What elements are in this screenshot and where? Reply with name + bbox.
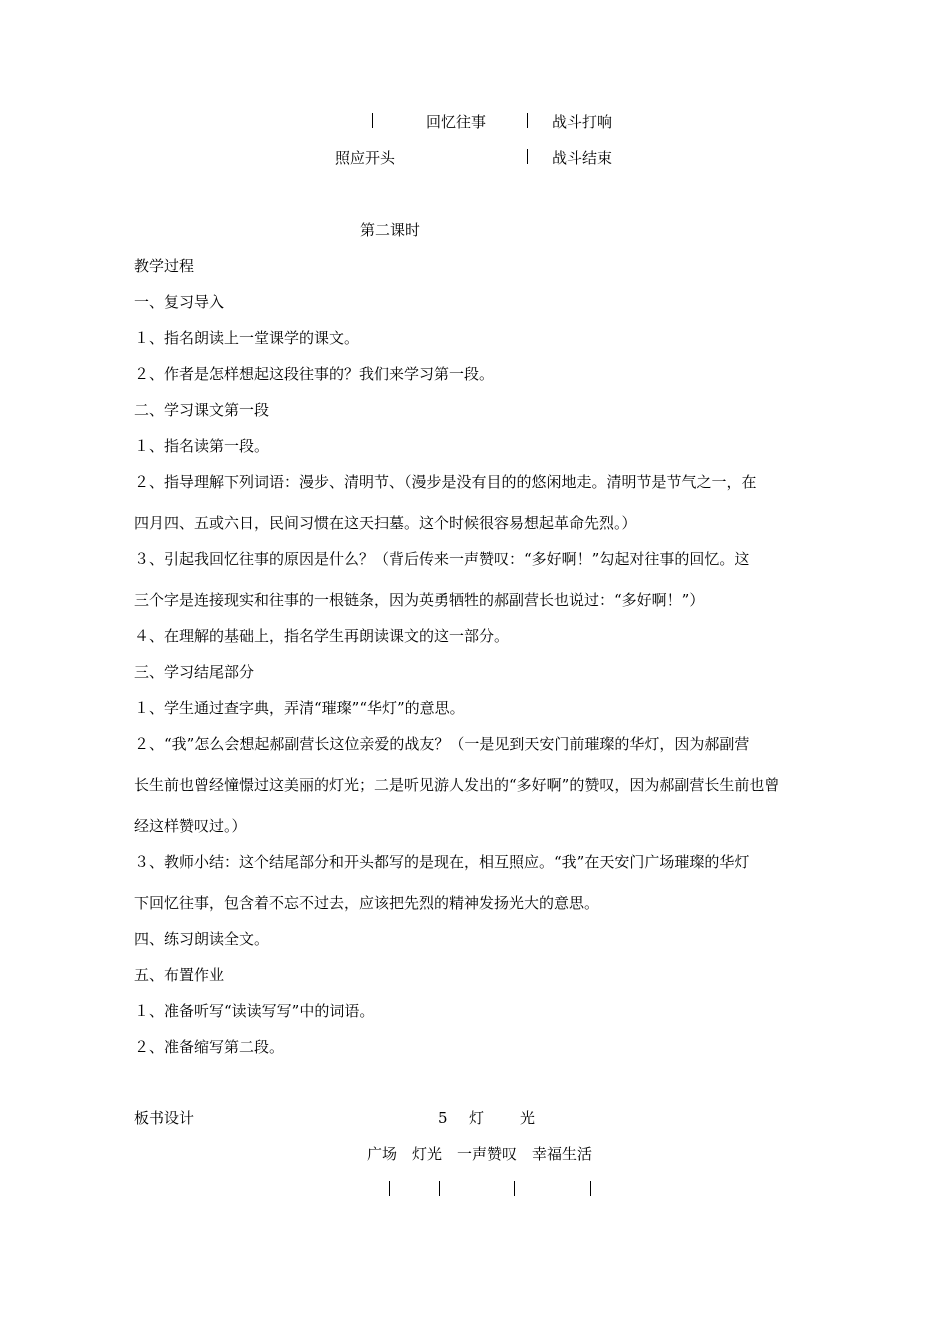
board-lesson-number: 5 <box>438 1109 448 1127</box>
paragraph-line: 下回忆往事，包含着不忘不过去，应该把先烈的精神发扬光大的意思。 <box>134 894 600 912</box>
diagram-bar-2 <box>527 113 528 128</box>
list-item: １、指名读第一段。 <box>134 437 270 455</box>
list-item: １、学生通过查字典，弄清“璀璨”“华灯”的意思。 <box>134 699 465 717</box>
list-item: ４、在理解的基础上，指名学生再朗读课文的这一部分。 <box>134 627 510 645</box>
board-bar <box>389 1181 390 1196</box>
diagram-bar-1 <box>372 113 373 128</box>
section-heading: 一、复习导入 <box>134 293 225 311</box>
lesson-heading: 第二课时 <box>360 221 421 239</box>
list-item: ２、作者是怎样想起这段往事的？我们来学习第一段。 <box>134 365 495 383</box>
section-heading: 三、学习结尾部分 <box>134 663 255 681</box>
board-bar <box>514 1181 515 1196</box>
paragraph-line: ３、教师小结：这个结尾部分和开头都写的是现在，相互照应。“我”在天安门广场璀璨的华灯 <box>134 853 750 871</box>
list-item: ２、准备缩写第二段。 <box>134 1038 285 1056</box>
paragraph-line: ２、指导理解下列词语：漫步、清明节、（漫步是没有目的的悠闲地走。清明节是节气之一，在 <box>134 473 757 491</box>
diagram-label-echo-opening: 照应开头 <box>335 149 396 167</box>
board-title-char: 灯 <box>469 1109 485 1127</box>
section-heading: 五、布置作业 <box>134 966 225 984</box>
board-keywords: 广场 灯光 一声赞叹 幸福生活 <box>367 1145 593 1163</box>
diagram-bar-3 <box>527 149 528 164</box>
board-bar <box>590 1181 591 1196</box>
paragraph-line: 长生前也曾经憧憬过这美丽的灯光；二是听见游人发出的“多好啊”的赞叹，因为郝副营长生前也曾 <box>134 776 780 794</box>
diagram-label-battle-end: 战斗结束 <box>552 149 613 167</box>
paragraph-line: 四月四、五或六日，民间习惯在这天扫墓。这个时候很容易想起革命先烈。） <box>134 514 637 532</box>
board-bar <box>439 1181 440 1196</box>
board-title-char: 光 <box>520 1109 536 1127</box>
paragraph-line: 经这样赞叹过。） <box>134 817 247 835</box>
paragraph-line: ２、“我”怎么会想起郝副营长这位亲爱的战友？（一是见到天安门前璀璨的华灯，因为郝副营 <box>134 735 750 753</box>
diagram-label-recall: 回忆往事 <box>426 113 487 131</box>
section-heading: 二、学习课文第一段 <box>134 401 270 419</box>
section-heading: 四、练习朗读全文。 <box>134 930 270 948</box>
process-title: 教学过程 <box>134 257 195 275</box>
list-item: １、准备听写“读读写写”中的词语。 <box>134 1002 375 1020</box>
paragraph <box>134 472 850 492</box>
list-item: １、指名朗读上一堂课学的课文。 <box>134 329 360 347</box>
paragraph-line: 三个字是连接现实和往事的一根链条，因为英勇牺牲的郝副营长也说过：“多好啊！”） <box>134 591 705 609</box>
board-design-label: 板书设计 <box>134 1109 195 1127</box>
diagram-label-battle-start: 战斗打响 <box>552 113 613 131</box>
paragraph-line: ３、引起我回忆往事的原因是什么？（背后传来一声赞叹：“多好啊！”勾起对往事的回忆。这 <box>134 550 750 568</box>
